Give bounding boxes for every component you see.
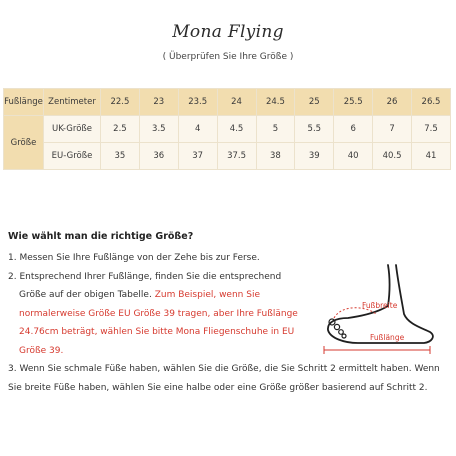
guide-step-2-body	[8, 286, 313, 360]
guide-step-3	[8, 360, 453, 397]
table-cell: 3.5	[139, 116, 178, 143]
guide-title: Wie wählt man die richtige Größe?	[8, 231, 194, 242]
table-cell: 7	[373, 116, 412, 143]
table-cell: 37.5	[217, 143, 256, 170]
foot-length-label: Fußlänge	[370, 333, 405, 342]
row-header-foot-length: Fußlänge	[4, 89, 44, 116]
table-row	[4, 116, 451, 143]
table-cell: 24.5	[256, 89, 295, 116]
brand-logo: Mona Flying	[172, 22, 284, 42]
table-cell: 5.5	[295, 116, 334, 143]
table-row	[4, 89, 451, 116]
foot-outline-icon	[318, 262, 448, 362]
table-row	[4, 143, 451, 170]
table-cell: 2.5	[101, 116, 140, 143]
row-label: UK-Größe	[44, 116, 101, 143]
table-cell: 38	[256, 143, 295, 170]
table-cell: 40.5	[373, 143, 412, 170]
foot-measurement-diagram	[318, 262, 448, 362]
subtitle: ( Überprüfen Sie Ihre Größe )	[162, 52, 294, 62]
table-cell: 4.5	[217, 116, 256, 143]
table-cell: 26.5	[412, 89, 451, 116]
table-cell: 39	[295, 143, 334, 170]
table-cell: 6	[334, 116, 373, 143]
table-cell: 37	[178, 143, 217, 170]
table-cell: 25	[295, 89, 334, 116]
table-cell: 23	[139, 89, 178, 116]
guide-step-1: 1. Messen Sie Ihre Fußlänge von der Zehe bis zur Ferse.	[8, 253, 260, 263]
guide-step-2-example: Zum Beispiel, wenn Sie normalerweise Größe EU Größe 39 tragen, aber Ihre Fußlänge 24.76cm beträgt, wählen Sie bitte Mona Fliegenschuhe in EU Größe 39.	[19, 290, 298, 356]
table-cell: 24	[217, 89, 256, 116]
table-cell: 26	[373, 89, 412, 116]
table-cell: 25.5	[334, 89, 373, 116]
guide-step-2-line-2: Größe auf der obigen Tabelle.	[19, 290, 152, 301]
table-cell: 5	[256, 116, 295, 143]
table-cell: 4	[178, 116, 217, 143]
row-header-size: Größe	[4, 116, 44, 170]
table-cell: 22.5	[101, 89, 140, 116]
guide-step-3-text: 3. Wenn Sie schmale Füße haben, wählen Sie die Größe, die Sie Schritt 2 ermittelt haben. Wenn Sie breite Füße haben, wählen Sie eine halbe oder eine Größe größer basierend auf Schritt 2.	[8, 364, 440, 393]
table-cell: 41	[412, 143, 451, 170]
row-label: EU-Größe	[44, 143, 101, 170]
foot-width-label: Fußbreite	[362, 301, 398, 310]
table-cell: 23.5	[178, 89, 217, 116]
table-cell: 7.5	[412, 116, 451, 143]
row-label: Zentimeter	[44, 89, 101, 116]
guide-steps	[8, 249, 313, 361]
table-cell: 36	[139, 143, 178, 170]
guide-step-2-line-1: 2. Entsprechend Ihrer Fußlänge, finden Sie die entsprechend	[8, 271, 282, 282]
size-table	[3, 88, 451, 170]
table-cell: 35	[101, 143, 140, 170]
table-cell: 40	[334, 143, 373, 170]
